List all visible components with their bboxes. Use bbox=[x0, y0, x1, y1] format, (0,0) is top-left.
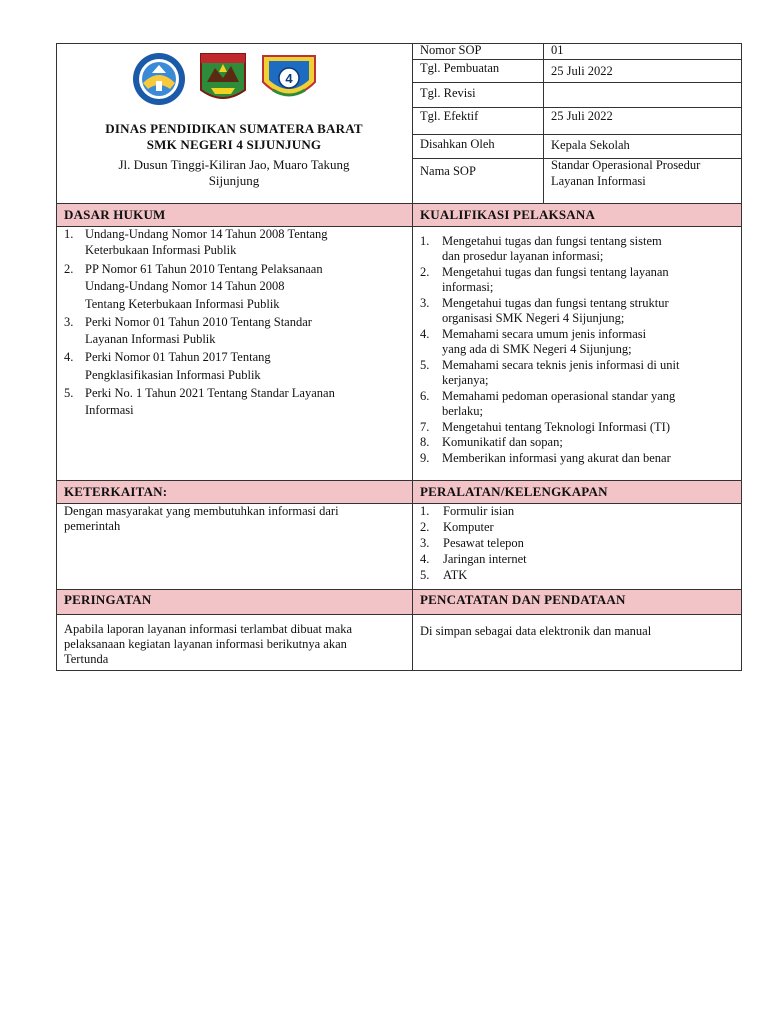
list-item: yang ada di SMK Negeri 4 Sijunjung; bbox=[442, 342, 632, 356]
list-item: Jaringan internet bbox=[443, 552, 527, 566]
list-number: 5. bbox=[420, 568, 430, 582]
school-name: SMK NEGERI 4 SIJUNJUNG bbox=[146, 137, 322, 152]
list-number: 2. bbox=[420, 265, 430, 279]
list-number: 1. bbox=[64, 227, 74, 241]
list-item: Memahami secara teknis jenis informasi di unit bbox=[442, 358, 680, 372]
list-item: Pesawat telepon bbox=[443, 536, 524, 550]
sumatera-barat-logo bbox=[199, 52, 247, 106]
list-item: berlaku; bbox=[442, 404, 483, 418]
meta-label-nama: Nama SOP bbox=[420, 164, 476, 178]
meta-label-revisi: Tgl. Revisi bbox=[420, 86, 476, 100]
list-number: 3. bbox=[420, 296, 430, 310]
school-logo-number: 4 bbox=[285, 71, 293, 86]
list-item: Mengetahui tugas dan fungsi tentang layanan bbox=[442, 265, 669, 279]
dasar-hukum-title: DASAR HUKUM bbox=[64, 207, 166, 222]
list-item: Mengetahui tugas dan fungsi tentang struktur bbox=[442, 296, 669, 310]
list-item: Mengetahui tugas dan fungsi tentang sistem bbox=[442, 234, 662, 248]
list-number: 4. bbox=[420, 327, 430, 341]
list-item: Keterbukaan Informasi Publik bbox=[85, 243, 237, 257]
list-item: dan prosedur layanan informasi; bbox=[442, 249, 604, 263]
agency-name: DINAS PENDIDIKAN SUMATERA BARAT bbox=[105, 121, 363, 136]
list-number: 3. bbox=[64, 315, 74, 329]
list-item: ATK bbox=[443, 568, 468, 582]
list-item: Memahami secara umum jenis informasi bbox=[442, 327, 647, 341]
peringatan-title: PERINGATAN bbox=[64, 592, 152, 607]
keterkaitan-text-2: pemerintah bbox=[64, 519, 121, 533]
kualifikasi-title: KUALIFIKASI PELAKSANA bbox=[420, 207, 596, 222]
kemendikbud-logo bbox=[130, 51, 188, 107]
list-number: 9. bbox=[420, 451, 430, 465]
list-item: Mengetahui tentang Teknologi Informasi (TI) bbox=[442, 420, 670, 434]
address-line-1: Jl. Dusun Tinggi-Kiliran Jao, Muaro Takung bbox=[118, 157, 350, 172]
meta-value-disahkan: Kepala Sekolah bbox=[551, 138, 630, 152]
list-number: 8. bbox=[420, 435, 430, 449]
peralatan-title: PERALATAN/KELENGKAPAN bbox=[420, 484, 608, 499]
list-item: Perki No. 1 Tahun 2021 Tentang Standar Layanan bbox=[85, 386, 335, 400]
list-number: 2. bbox=[420, 520, 430, 534]
list-number: 4. bbox=[420, 552, 430, 566]
list-item: Memahami pedoman operasional standar yang bbox=[442, 389, 676, 403]
meta-label-efektif: Tgl. Efektif bbox=[420, 109, 479, 123]
list-number: 3. bbox=[420, 536, 430, 550]
list-number: 1. bbox=[420, 504, 430, 518]
list-item: Undang-Undang Nomor 14 Tahun 2008 bbox=[85, 279, 285, 293]
list-item: Memberikan informasi yang akurat dan benar bbox=[442, 451, 671, 465]
list-number: 1. bbox=[420, 234, 430, 248]
peringatan-text-3: Tertunda bbox=[64, 652, 109, 666]
school-logo bbox=[259, 52, 319, 106]
list-item: organisasi SMK Negeri 4 Sijunjung; bbox=[442, 311, 625, 325]
peringatan-text-2: pelaksanaan kegiatan layanan informasi berikutnya akan bbox=[64, 637, 347, 651]
meta-value-nama-1: Standar Operasional Prosedur bbox=[551, 158, 701, 172]
meta-label-disahkan: Disahkan Oleh bbox=[420, 137, 495, 151]
list-item: Informasi bbox=[85, 403, 134, 417]
list-item: Perki Nomor 01 Tahun 2017 Tentang bbox=[85, 350, 271, 364]
list-item: PP Nomor 61 Tahun 2010 Tentang Pelaksanaan bbox=[85, 262, 323, 276]
meta-label-nomor: Nomor SOP bbox=[420, 43, 482, 57]
list-item: Komputer bbox=[443, 520, 494, 534]
list-item: Layanan Informasi Publik bbox=[85, 332, 216, 346]
list-number: 5. bbox=[420, 358, 430, 372]
list-item: Tentang Keterbukaan Informasi Publik bbox=[85, 297, 280, 311]
peringatan-text-1: Apabila laporan layanan informasi terlambat dibuat maka bbox=[64, 622, 353, 636]
list-item: Formulir isian bbox=[443, 504, 515, 518]
list-item: Perki Nomor 01 Tahun 2010 Tentang Standar bbox=[85, 315, 312, 329]
list-item: Undang-Undang Nomor 14 Tahun 2008 Tentang bbox=[85, 227, 328, 241]
meta-value-nomor: 01 bbox=[551, 43, 564, 57]
meta-value-pembuatan: 25 Juli 2022 bbox=[551, 64, 613, 78]
meta-label-pembuatan: Tgl. Pembuatan bbox=[420, 61, 500, 75]
list-item: Komunikatif dan sopan; bbox=[442, 435, 563, 449]
list-number: 7. bbox=[420, 420, 430, 434]
pencatatan-title: PENCATATAN DAN PENDATAAN bbox=[420, 592, 626, 607]
keterkaitan-text-1: Dengan masyarakat yang membutuhkan informasi dari bbox=[64, 504, 339, 518]
address-line-2: Sijunjung bbox=[208, 173, 260, 188]
meta-value-nama-2: Layanan Informasi bbox=[551, 174, 646, 188]
header-band-3 bbox=[57, 590, 741, 614]
list-item: informasi; bbox=[442, 280, 494, 294]
list-item: Pengklasifikasian Informasi Publik bbox=[85, 368, 261, 382]
pencatatan-text: Di simpan sebagai data elektronik dan manual bbox=[420, 624, 652, 638]
meta-value-efektif: 25 Juli 2022 bbox=[551, 109, 613, 123]
list-number: 6. bbox=[420, 389, 430, 403]
keterkaitan-title: KETERKAITAN: bbox=[64, 484, 168, 499]
list-number: 2. bbox=[64, 262, 74, 276]
list-item: kerjanya; bbox=[442, 373, 489, 387]
list-number: 5. bbox=[64, 386, 74, 400]
list-number: 4. bbox=[64, 350, 74, 364]
